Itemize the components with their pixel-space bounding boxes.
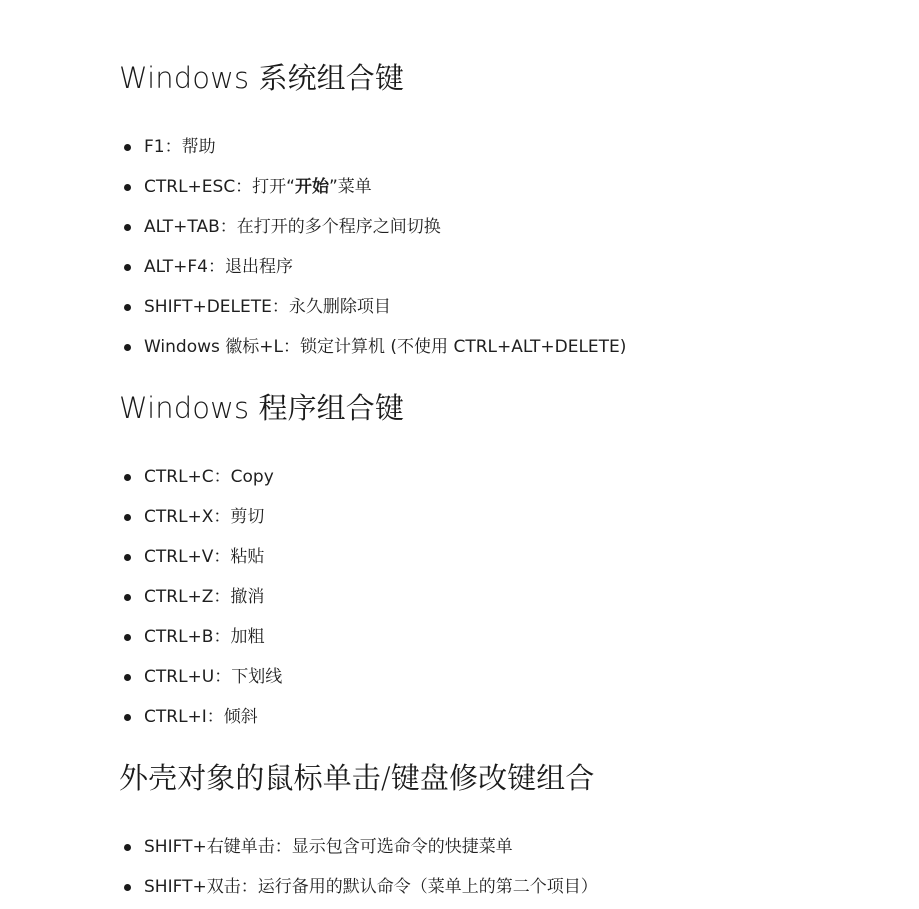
bullet-icon	[124, 594, 131, 601]
item-text: ALT+F4：退出程序	[144, 257, 293, 277]
bullet-icon	[124, 144, 131, 151]
bullet-icon	[124, 634, 131, 641]
item-text: CTRL+Z：撤消	[144, 587, 265, 607]
bullet-icon	[124, 554, 131, 561]
item-text: SHIFT+DELETE：永久删除项目	[144, 297, 391, 317]
bullet-icon	[124, 264, 131, 271]
bullet-icon	[124, 514, 131, 521]
item-text: CTRL+C：Copy	[144, 467, 274, 487]
item-text: F1：帮助	[144, 137, 216, 157]
bullet-icon	[124, 884, 131, 891]
item-text: ALT+TAB：在打开的多个程序之间切换	[144, 217, 441, 237]
bullet-icon	[124, 304, 131, 311]
item-text: Windows 徽标+L：锁定计算机 (不使用 CTRL+ALT+DELETE)	[144, 337, 627, 357]
item-text-suffix: ”菜单	[329, 177, 372, 197]
section-heading: 外壳对象的鼠标单击/键盘修改键组合	[119, 761, 595, 795]
item-text: CTRL+I：倾斜	[144, 707, 258, 727]
bullet-icon	[124, 184, 131, 191]
bullet-icon	[124, 344, 131, 351]
section-heading: Windows 程序组合键	[119, 391, 404, 425]
bullet-icon	[124, 474, 131, 481]
item-text: SHIFT+右键单击：显示包含可选命令的快捷菜单	[144, 837, 513, 857]
item-text: CTRL+ESC：打开“	[144, 177, 295, 197]
item-text: CTRL+V：粘贴	[144, 547, 265, 567]
item-text: SHIFT+双击：运行备用的默认命令（菜单上的第二个项目）	[144, 877, 598, 897]
bullet-icon	[124, 844, 131, 851]
item-text: CTRL+U：下划线	[144, 667, 283, 687]
bullet-icon	[124, 224, 131, 231]
item-bold-text: 开始	[295, 177, 329, 197]
item-text: CTRL+X：剪切	[144, 507, 265, 527]
bullet-icon	[124, 674, 131, 681]
bullet-icon	[124, 714, 131, 721]
item-text: CTRL+B：加粗	[144, 627, 265, 647]
section-heading: Windows 系统组合键	[119, 61, 404, 95]
